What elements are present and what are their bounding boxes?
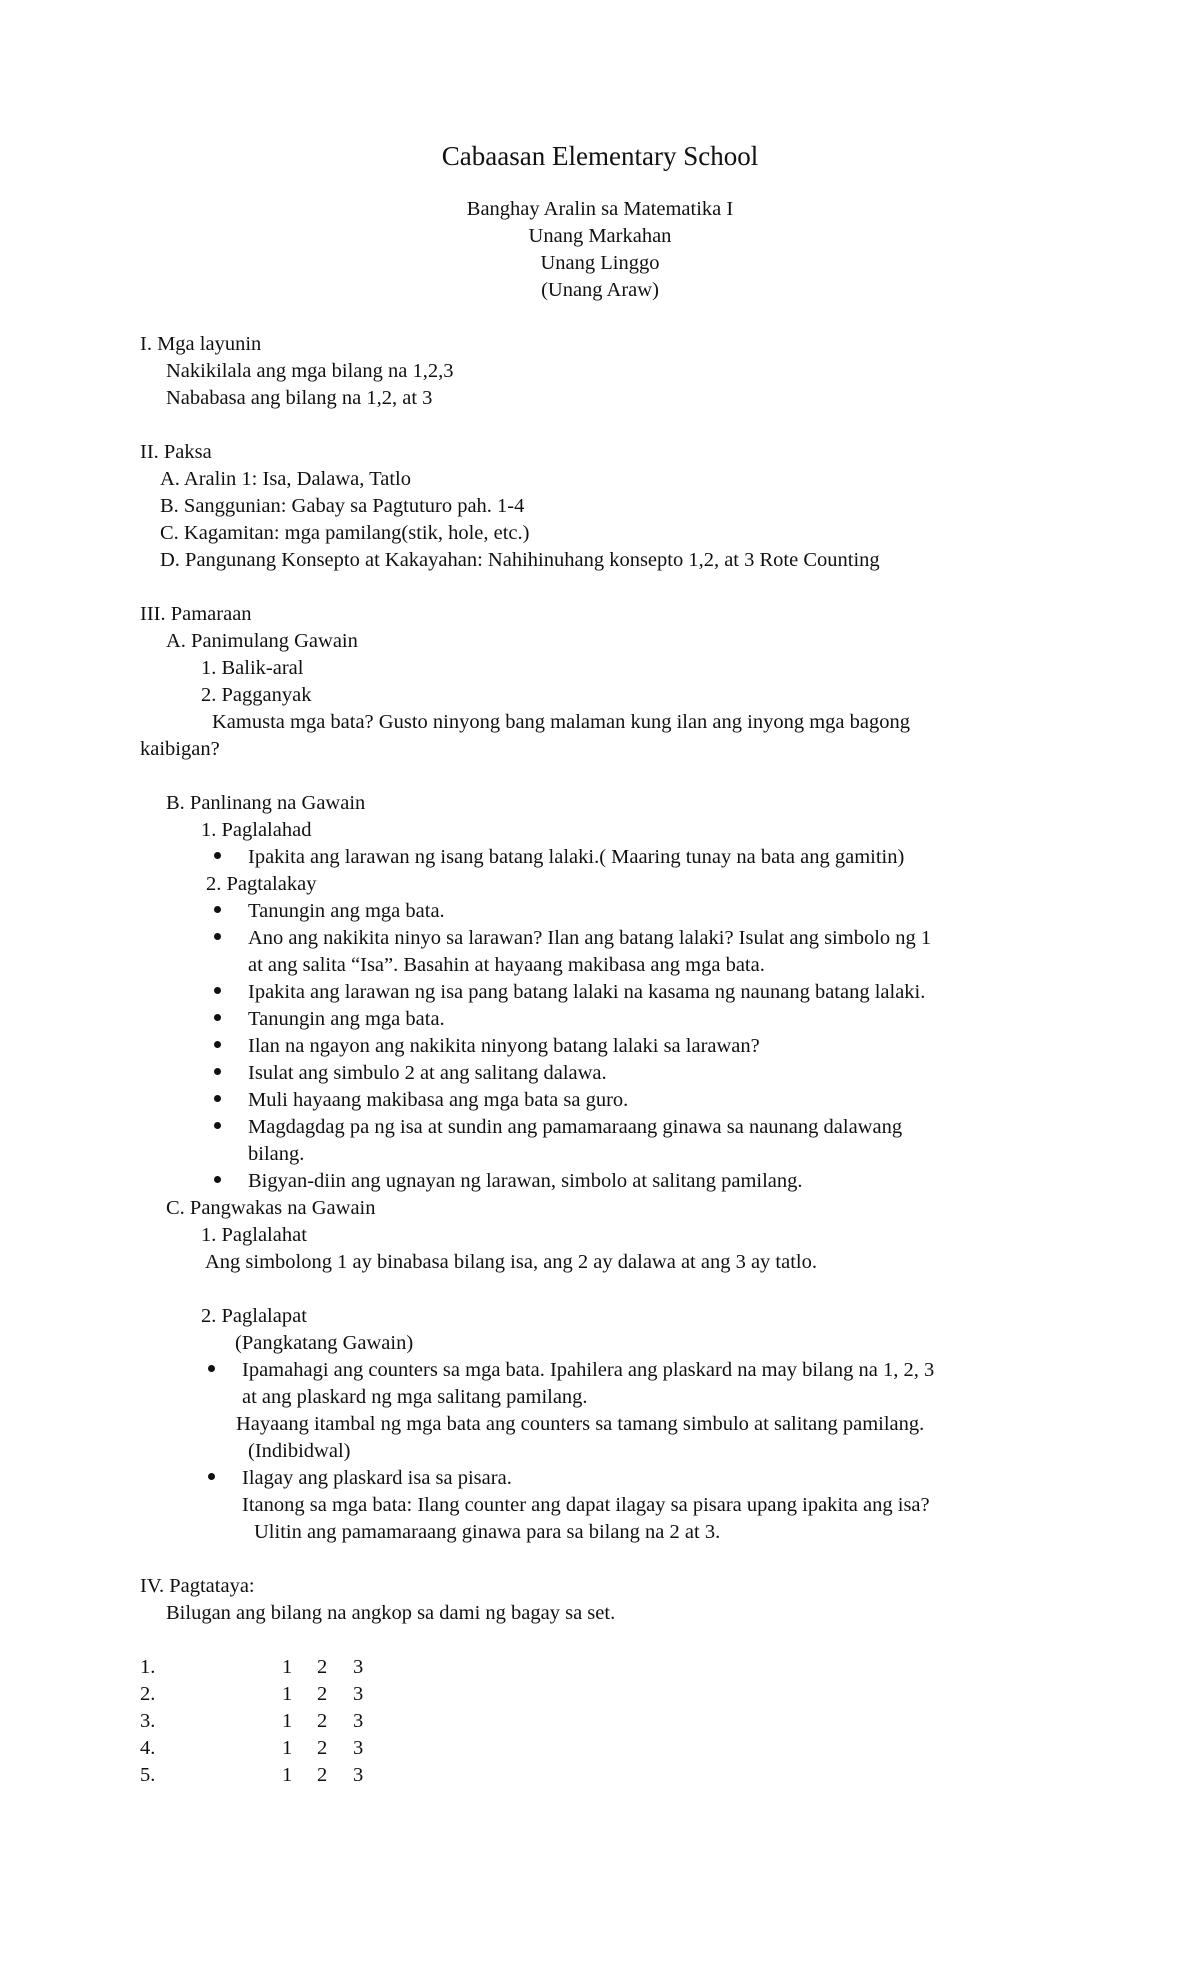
choice-2: 2 — [317, 1737, 328, 1759]
item-number: 5. — [140, 1764, 156, 1786]
application-text: Itanong sa mga bata: Ilang counter ang dapat ilagay sa pisara upang ipakita ang isa? — [242, 1494, 930, 1516]
procedure-step: 2. Pagtalakay — [206, 873, 317, 895]
bullet-text: Tanungin ang mga bata. — [248, 1008, 445, 1030]
application-text: Ilagay ang plaskard isa sa pisara. — [242, 1467, 512, 1489]
choice-3: 3 — [353, 1683, 364, 1705]
application-text: (Indibidwal) — [248, 1440, 351, 1462]
bullet-text: at ang salita “Isa”. Basahin at hayaang makibasa ang mga bata. — [248, 954, 765, 976]
bullet-text: bilang. — [248, 1143, 305, 1165]
bullet-icon — [214, 987, 221, 994]
week-label: Unang Linggo — [540, 252, 660, 274]
choice-2: 2 — [317, 1710, 328, 1732]
bullet-text: Ilan na ngayon ang nakikita ninyong batang lalaki sa larawan? — [248, 1035, 760, 1057]
procedure-part-c-heading: C. Pangwakas na Gawain — [166, 1197, 376, 1219]
procedure-step: 1. Paglalahad — [201, 819, 312, 841]
choice-2: 2 — [317, 1683, 328, 1705]
bullet-icon — [214, 1014, 221, 1021]
school-name: Cabaasan Elementary School — [441, 141, 759, 171]
choice-3: 3 — [353, 1764, 364, 1786]
procedure-step: 2. Pagganyak — [201, 684, 312, 706]
item-number: 3. — [140, 1710, 156, 1732]
application-text: Ipamahagi ang counters sa mga bata. Ipahilera ang plaskard na may bilang na 1, 2, 3 — [242, 1359, 935, 1381]
bullet-text: Bigyan-diin ang ugnayan ng larawan, simbolo at salitang pamilang. — [248, 1170, 803, 1192]
objective-line: Nakikilala ang mga bilang na 1,2,3 — [166, 360, 454, 382]
motivation-text: Kamusta mga bata? Gusto ninyong bang malaman kung ilan ang inyong mga bagong — [212, 711, 910, 733]
objective-line: Nababasa ang bilang na 1,2, at 3 — [166, 387, 433, 409]
choice-3: 3 — [353, 1737, 364, 1759]
choice-3: 3 — [353, 1710, 364, 1732]
lesson-plan-title: Banghay Aralin sa Matematika I — [466, 198, 734, 220]
section-evaluation-heading: IV. Pagtataya: — [140, 1575, 255, 1597]
generalization-text: Ang simbolong 1 ay binabasa bilang isa, ang 2 ay dalawa at ang 3 ay tatlo. — [205, 1251, 817, 1273]
item-number: 4. — [140, 1737, 156, 1759]
subject-item: C. Kagamitan: mga pamilang(stik, hole, etc.) — [160, 522, 530, 544]
choice-1: 1 — [282, 1764, 293, 1786]
bullet-icon — [208, 1365, 215, 1372]
choice-1: 1 — [282, 1683, 293, 1705]
day-label: (Unang Araw) — [541, 279, 659, 301]
motivation-text: kaibigan? — [140, 738, 220, 760]
section-subject-heading: II. Paksa — [140, 441, 212, 463]
item-number: 2. — [140, 1683, 156, 1705]
application-text: Hayaang itambal ng mga bata ang counters sa tamang simbulo at salitang pamilang. — [236, 1413, 925, 1435]
choice-1: 1 — [282, 1737, 293, 1759]
choice-1: 1 — [282, 1710, 293, 1732]
bullet-icon — [214, 852, 221, 859]
bullet-text: Isulat ang simbulo 2 at ang salitang dalawa. — [248, 1062, 607, 1084]
bullet-text: Muli hayaang makibasa ang mga bata sa guro. — [248, 1089, 629, 1111]
application-text: at ang plaskard ng mga salitang pamilang. — [242, 1386, 588, 1408]
procedure-step: 1. Paglalahat — [201, 1224, 307, 1246]
bullet-icon — [214, 1041, 221, 1048]
bullet-text: Tanungin ang mga bata. — [248, 900, 445, 922]
bullet-icon — [214, 1122, 221, 1129]
item-number: 1. — [140, 1656, 156, 1678]
evaluation-instruction: Bilugan ang bilang na angkop sa dami ng bagay sa set. — [166, 1602, 616, 1624]
subject-item: B. Sanggunian: Gabay sa Pagtuturo pah. 1-4 — [160, 495, 525, 517]
bullet-icon — [214, 1095, 221, 1102]
bullet-icon — [214, 1068, 221, 1075]
application-text: Ulitin ang pamamaraang ginawa para sa bilang na 2 at 3. — [254, 1521, 721, 1543]
procedure-step: 2. Paglalapat — [201, 1305, 307, 1327]
group-activity-label: (Pangkatang Gawain) — [235, 1332, 414, 1354]
choice-2: 2 — [317, 1764, 328, 1786]
bullet-text: Ipakita ang larawan ng isang batang lalaki.( Maaring tunay na bata ang gamitin) — [248, 846, 905, 868]
section-procedure-heading: III. Pamaraan — [140, 603, 252, 625]
bullet-text: Ano ang nakikita ninyo sa larawan? Ilan ang batang lalaki? Isulat ang simbolo ng 1 — [248, 927, 932, 949]
bullet-icon — [214, 906, 221, 913]
choice-1: 1 — [282, 1656, 293, 1678]
procedure-step: 1. Balik-aral — [201, 657, 304, 679]
section-objectives-heading: I. Mga layunin — [140, 333, 262, 355]
procedure-part-b-heading: B. Panlinang na Gawain — [166, 792, 366, 814]
subject-item: A. Aralin 1: Isa, Dalawa, Tatlo — [160, 468, 411, 490]
quarter-label: Unang Markahan — [528, 225, 672, 247]
bullet-icon — [214, 1176, 221, 1183]
procedure-part-a-heading: A. Panimulang Gawain — [166, 630, 358, 652]
bullet-text: Magdagdag pa ng isa at sundin ang pamamaraang ginawa sa naunang dalawang — [248, 1116, 903, 1138]
bullet-text: Ipakita ang larawan ng isa pang batang lalaki na kasama ng naunang batang lalaki. — [248, 981, 926, 1003]
choice-2: 2 — [317, 1656, 328, 1678]
bullet-icon — [214, 933, 221, 940]
choice-3: 3 — [353, 1656, 364, 1678]
bullet-icon — [208, 1473, 215, 1480]
subject-item: D. Pangunang Konsepto at Kakayahan: Nahihinuhang konsepto 1,2, at 3 Rote Counting — [160, 549, 880, 571]
